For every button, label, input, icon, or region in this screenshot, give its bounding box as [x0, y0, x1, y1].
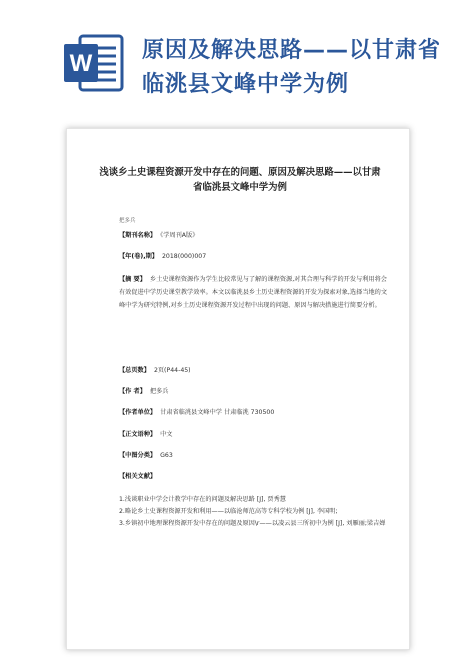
- svg-text:W: W: [69, 50, 93, 77]
- field-related: [119, 471, 389, 482]
- document-title: 浅谈乡土史课程资源开发中存在的问题、原因及解决思路——以甘肃省临洮县文峰中学为例: [99, 167, 381, 193]
- refs-heading: 【相关文献】: [119, 473, 157, 480]
- field-classification: [119, 450, 389, 461]
- field-value: 中文: [160, 431, 173, 438]
- banner-title: 原因及解决思路——以甘肃省临洮县文峰中学为例: [142, 38, 442, 97]
- field-value: 乡土史课程资源作为学生比较常见与了解的课程资源,对其合理与科学的开发与利用将会有效促进中学历史课堂教学效率。本文以临洮县乡土历史课程资源的开发为探索对象,选择当地的文峰中学为研究特例,对乡土历史课程资源开发过程中出现的问题、原因与解决措施进行简要分析。: [119, 276, 388, 309]
- field-value: G63: [160, 452, 173, 459]
- field-value: 2页(P44-45): [153, 367, 191, 374]
- field-abstract: [119, 273, 389, 312]
- field-pages: [119, 365, 389, 376]
- field-key: 【正文语种】: [119, 431, 157, 438]
- field-value: 甘肃省临洮县文峰中学 甘肃临洮 730500: [160, 409, 275, 416]
- field-key: 【摘 要】: [119, 276, 146, 283]
- reference-list: [119, 494, 389, 530]
- field-value: 《学周刊A版》: [160, 232, 199, 239]
- field-key: 【期刊名称】: [119, 232, 157, 239]
- reference-item: 2.略论乡土史课程资源开发和利用——以临沧师范高等专科学校为例 [J], 李国明;: [119, 508, 338, 515]
- field-key: 【中图分类】: [119, 452, 157, 459]
- field-key: 【作 者】: [119, 388, 146, 395]
- field-value: 把多兵: [149, 388, 169, 395]
- field-affiliation: [119, 407, 389, 418]
- field-key: 【总页数】: [119, 367, 150, 374]
- field-journal: [119, 230, 389, 241]
- field-language: [119, 429, 389, 440]
- field-author: [119, 386, 389, 397]
- field-value: 2018(000)007: [161, 253, 207, 260]
- word-icon: [62, 32, 124, 94]
- field-key: 【作者单位】: [119, 409, 157, 416]
- reference-item: 1.浅谈职业中学会计教学中存在的问题及解决思路 [J], 贾秀慧: [119, 496, 286, 503]
- author-line: 把多兵: [119, 218, 136, 224]
- field-key: 【年(卷),期】: [119, 253, 158, 260]
- document-page: [66, 128, 410, 650]
- field-volume: [119, 251, 389, 262]
- banner: [0, 0, 474, 118]
- reference-item: 3.乡镇初中地理课程资源开发中存在的问题及原因\r——以凌云县三所初中为例 [J], 刘雁丽;梁吉婵: [119, 520, 386, 527]
